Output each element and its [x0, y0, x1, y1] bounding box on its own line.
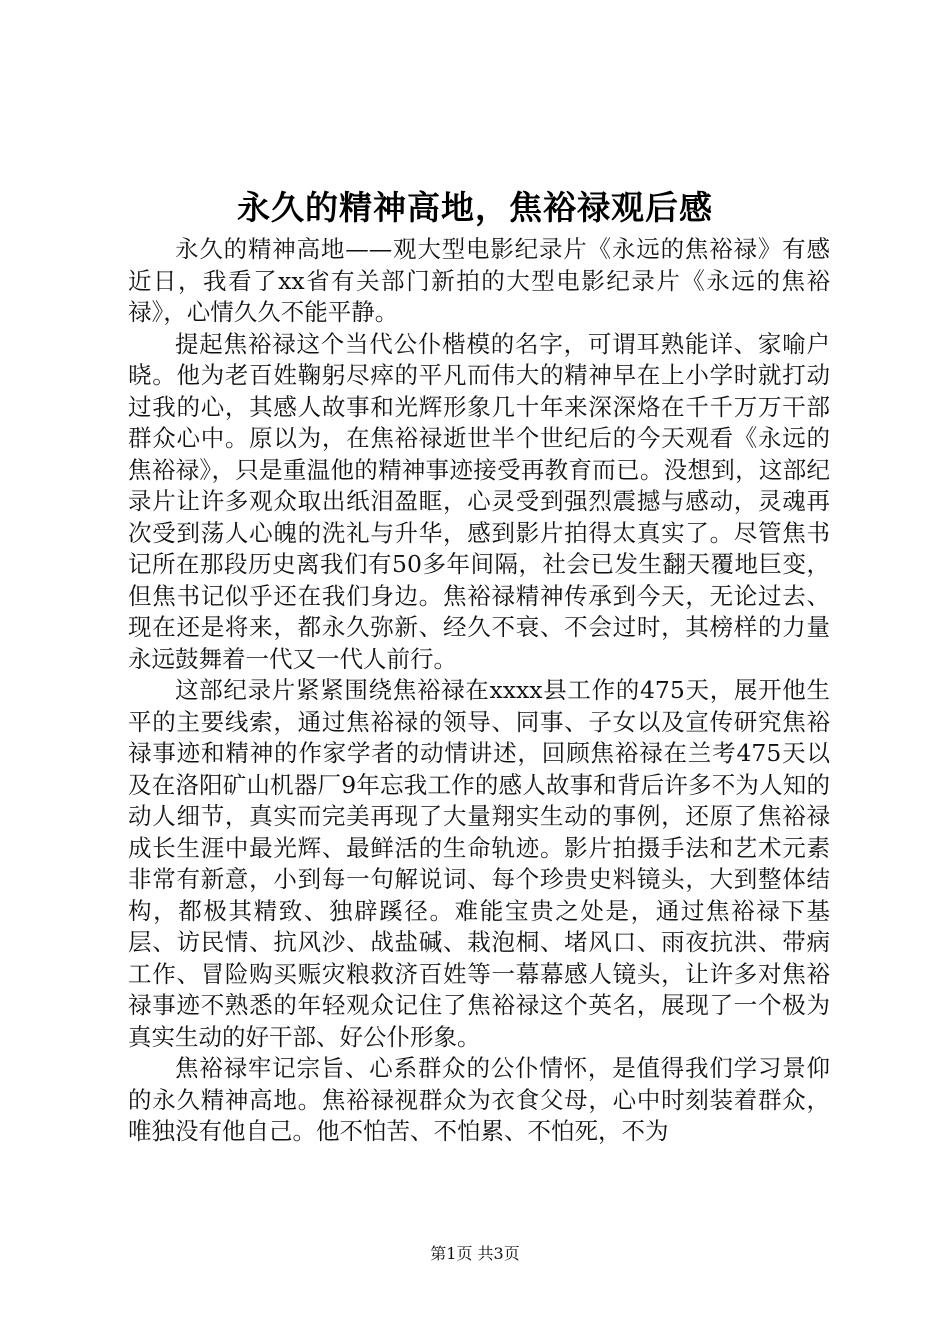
- page-footer: 第1页 共3页: [430, 1244, 520, 1263]
- paragraph: 这部纪录片紧紧围绕焦裕禄在xxxx县工作的475天，展开他生平的主要线索，通过焦裕禄的领导、同事、子女以及宣传研究焦裕禄事迹和精神的作家学者的动情讲述，回顾焦裕禄在兰考475天以及在洛阳矿山机器厂9年忘我工作的感人故事和背后许多不为人知的动人细节，真实而完美再现了大量翔实生动的事例，还原了焦裕禄成长生涯中最光辉、最鲜活的生命轨迹。影片拍摄手法和艺术元素非常有新意，小到每一句解说词、每个珍贵史料镜头，大到整体结构，都极其精致、独辟蹊径。难能宝贵之处是，通过焦裕禄下基层、访民情、抗风沙、战盐碱、栽泡桐、堵风口、雨夜抗洪、带病工作、冒险购买赈灾粮救济百姓等一幕幕感人镜头，让许多对焦裕禄事迹不熟悉的年轻观众记住了焦裕禄这个英名，展现了一个极为真实生动的好干部、好公仆形象。: [128, 676, 830, 1051]
- paragraph: 提起焦裕禄这个当代公仆楷模的名字，可谓耳熟能详、家喻户晓。他为老百姓鞠躬尽瘁的平凡而伟大的精神早在上小学时就打动过我的心，其感人故事和光辉形象几十年来深深烙在千千万万干部群众心中。原以为，在焦裕禄逝世半个世纪后的今天观看《永远的焦裕禄》，只是重温他的精神事迹接受再教育而已。没想到，这部纪录片让许多观众取出纸泪盈眶，心灵受到强烈震撼与感动，灵魂再次受到荡人心魄的洗礼与升华，感到影片拍得太真实了。尽管焦书记所在那段历史离我们有50多年间隔，社会已发生翻天覆地巨变，但焦书记似乎还在我们身边。焦裕禄精神传承到今天，无论过去、现在还是将来，都永久弥新、经久不衰、不会过时，其榜样的力量永远鼓舞着一代又一代人前行。: [128, 329, 830, 673]
- paragraph: 永久的精神高地——观大型电影纪录片《永远的焦裕禄》有感近日，我看了xx省有关部门新拍的大型电影纪录片《永远的焦裕禄》，心情久久不能平静。: [128, 235, 830, 326]
- document-title: 永久的精神高地，焦裕禄观后感: [237, 188, 713, 227]
- document-body: [128, 234, 830, 1148]
- paragraph: 焦裕禄牢记宗旨、心系群众的公仆情怀，是值得我们学习景仰的永久精神高地。焦裕禄视群众为衣食父母，心中时刻装着群众，唯独没有他自己。他不怕苦、不怕累、不怕死，不为: [128, 1054, 830, 1145]
